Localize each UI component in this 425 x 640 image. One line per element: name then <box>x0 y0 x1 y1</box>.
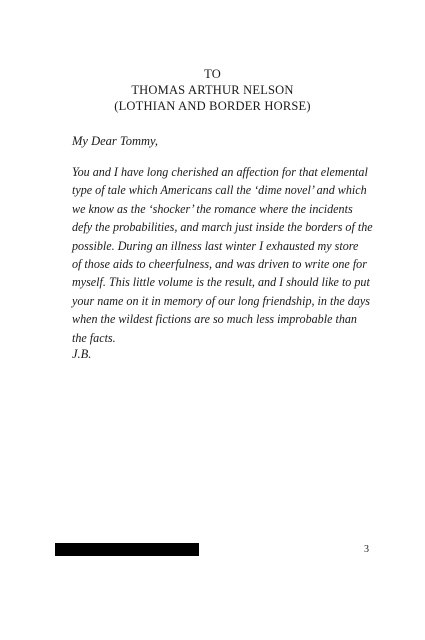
letter-line: possible. During an illness last winter I exhausted my store <box>72 238 359 253</box>
letter-body <box>72 163 372 347</box>
letter-line: we know as the ‘shocker’ the romance where the incidents <box>72 201 353 216</box>
letter-signoff: J.B. <box>72 347 92 361</box>
dedication-heading <box>0 66 425 114</box>
dedication-name-line: THOMAS ARTHUR NELSON <box>131 83 294 97</box>
letter-line: You and I have long cherished an affection for that elemental <box>72 165 368 179</box>
letter-line: of those aids to cheerfulness, and was driven to write one for <box>72 257 367 272</box>
letter-salutation: My Dear Tommy, <box>72 134 158 148</box>
dedication-to-line: TO <box>204 67 221 81</box>
letter-line: when the wildest fictions are so much less improbable than <box>72 312 357 327</box>
page-number: 3 <box>364 544 369 555</box>
letter-line: your name on it in memory of our long friendship, in the days <box>72 293 370 308</box>
letter-line: defy the probabilities, and march just inside the borders of the <box>72 220 373 235</box>
letter-line: myself. This little volume is the result, and I should like to put <box>72 275 370 290</box>
letter-line: the facts. <box>72 330 116 345</box>
redaction-bar <box>55 543 199 556</box>
letter-line: type of tale which Americans call the ‘dime novel’ and which <box>72 183 367 198</box>
dedication-regiment-line: (LOTHIAN AND BORDER HORSE) <box>114 99 311 113</box>
